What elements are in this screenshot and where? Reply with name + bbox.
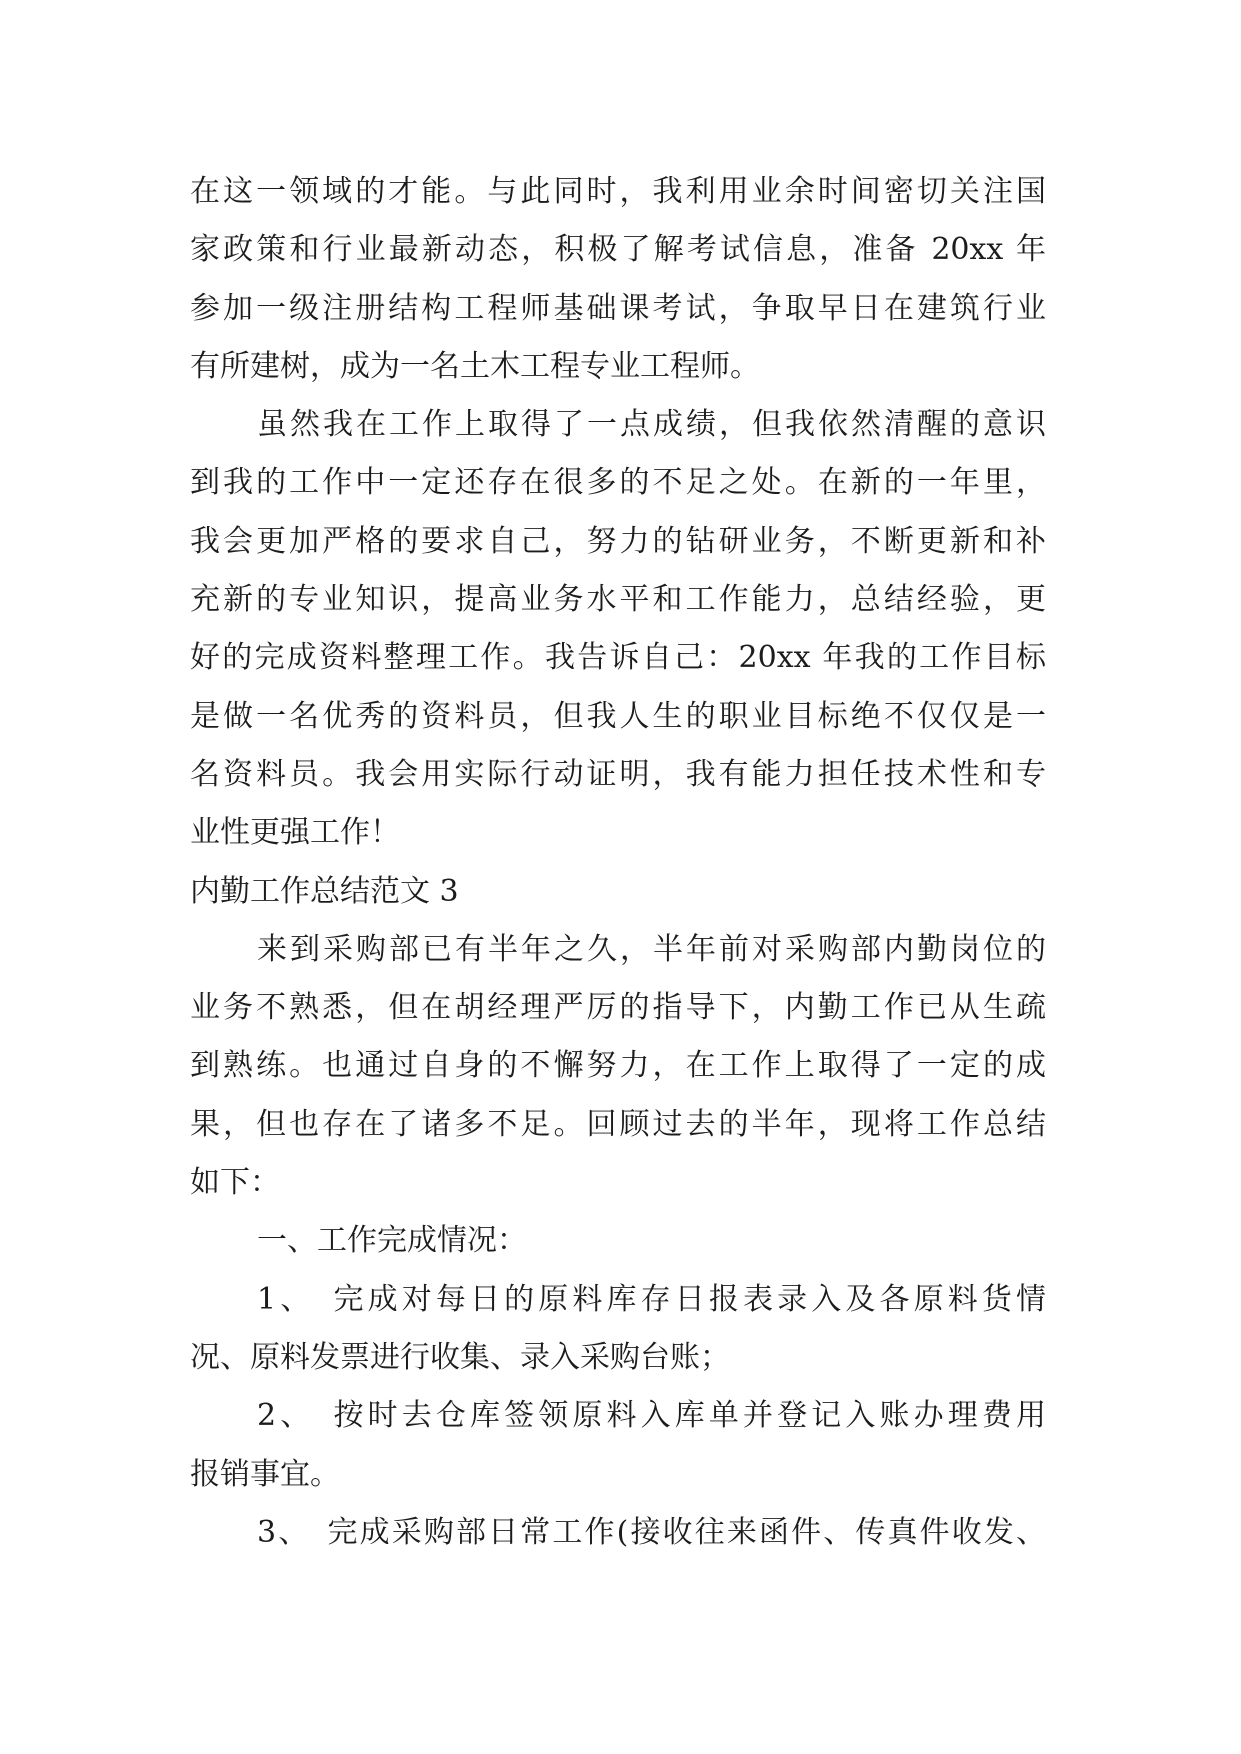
text-line: 虽然我在工作上取得了一点成绩，但我依然清醒的意识 bbox=[257, 407, 1046, 443]
text-line: 报销事宜。 bbox=[190, 1456, 340, 1492]
text-line: 业性更强工作！ bbox=[190, 815, 400, 851]
text-line: 3、 完成采购部日常工作(接收往来函件、传真件收发、 bbox=[257, 1514, 1046, 1550]
text-line: 况、原料发票进行收集、录入采购台账； bbox=[190, 1339, 730, 1375]
text-line: 2、 按时去仓库签领原料入库单并登记入账办理费用 bbox=[257, 1398, 1046, 1434]
text-line: 果，但也存在了诸多不足。回顾过去的半年，现将工作总结 bbox=[190, 1106, 1046, 1142]
text-line: 到我的工作中一定还存在很多的不足之处。在新的一年里， bbox=[190, 465, 1046, 501]
text-line: 来到采购部已有半年之久，半年前对采购部内勤岗位的 bbox=[257, 931, 1046, 967]
text-line: 我会更加严格的要求自己，努力的钻研业务，不断更新和补 bbox=[190, 523, 1046, 559]
text-line: 名资料员。我会用实际行动证明，我有能力担任技术性和专 bbox=[190, 756, 1046, 792]
text-line: 好的完成资料整理工作。我告诉自己：20xx 年我的工作目标 bbox=[190, 640, 1046, 676]
text-line: 在这一领域的才能。与此同时，我利用业余时间密切关注国 bbox=[190, 174, 1046, 209]
text-line: 到熟练。也通过自身的不懈努力，在工作上取得了一定的成 bbox=[190, 1048, 1046, 1084]
text-line: 如下： bbox=[190, 1165, 280, 1201]
text-line: 有所建树，成为一名土木工程专业工程师。 bbox=[190, 348, 760, 384]
text-line: 参加一级注册结构工程师基础课考试，争取早日在建筑行业 bbox=[190, 290, 1046, 326]
text-line: 家政策和行业最新动态，积极了解考试信息，准备 20xx 年 bbox=[190, 232, 1046, 268]
text-line: 是做一名优秀的资料员，但我人生的职业目标绝不仅仅是一 bbox=[190, 698, 1046, 734]
text-line: 1、 完成对每日的原料库存日报表录入及各原料货情 bbox=[257, 1281, 1046, 1317]
document-body bbox=[190, 163, 1046, 1562]
section-heading: 内勤工作总结范文 3 bbox=[190, 873, 459, 909]
text-line: 业务不熟悉，但在胡经理严厉的指导下，内勤工作已从生疏 bbox=[190, 990, 1046, 1026]
text-line: 一、工作完成情况： bbox=[257, 1223, 527, 1259]
text-line: 充新的专业知识，提高业务水平和工作能力，总结经验，更 bbox=[190, 582, 1046, 618]
